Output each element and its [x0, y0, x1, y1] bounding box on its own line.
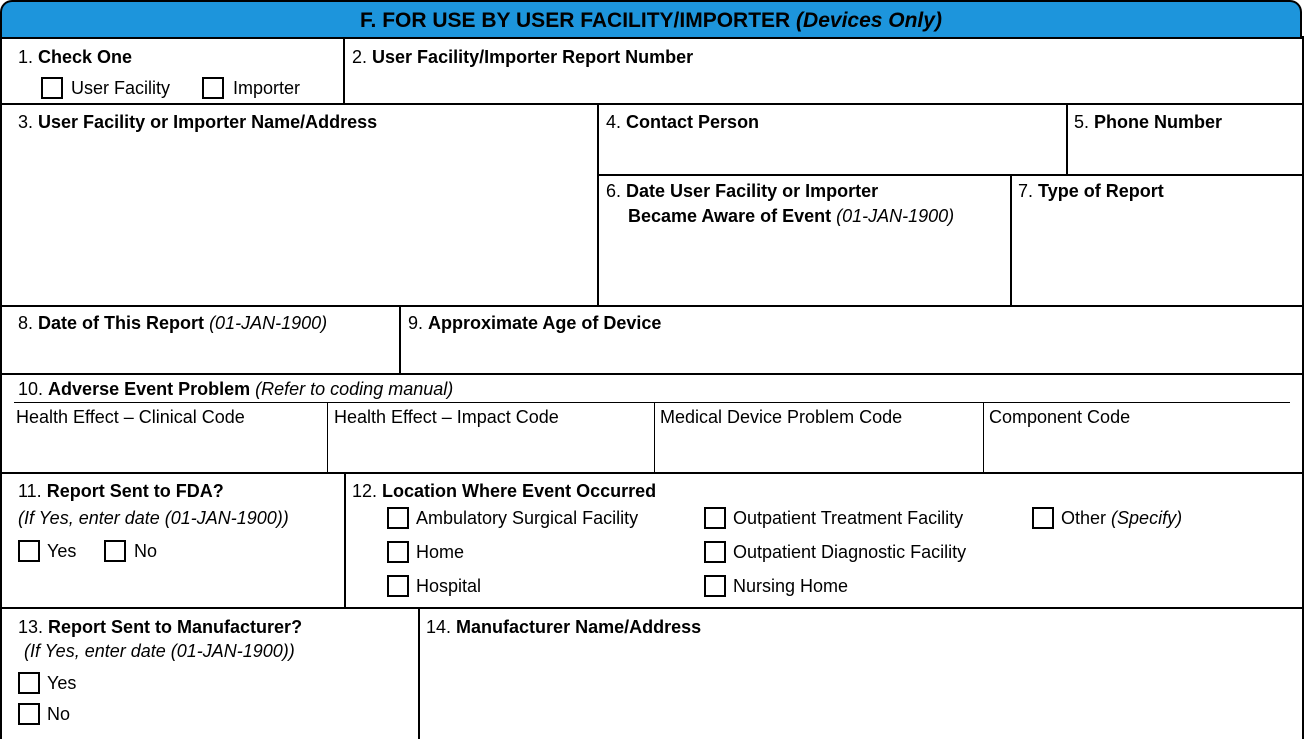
f6-label: 6. Date User Facility or Importer: [606, 181, 879, 201]
importer-checkbox[interactable]: [202, 77, 224, 99]
user-facility-label: User Facility: [71, 78, 171, 98]
divider: [327, 402, 328, 474]
mfr-no-label: No: [47, 704, 71, 724]
f8-label: 8. Date of This Report (01-JAN-1900): [18, 313, 328, 333]
fda-yes-label: Yes: [47, 541, 77, 561]
section-subtitle: (Devices Only): [796, 9, 942, 32]
device-age-field[interactable]: [402, 338, 1300, 372]
ambulatory-checkbox[interactable]: [387, 507, 409, 529]
divider: [597, 103, 599, 306]
report-date-field[interactable]: [4, 338, 396, 372]
row-rule: [0, 305, 1304, 307]
home-label: Home: [416, 542, 465, 562]
device-problem-code-field[interactable]: [657, 430, 981, 470]
component-code-label: Component Code: [989, 407, 1131, 427]
hospital-label: Hospital: [416, 576, 482, 596]
f14-label: 14. Manufacturer Name/Address: [426, 617, 702, 637]
phone-number-field[interactable]: [1069, 136, 1300, 174]
row-rule: [597, 174, 1304, 176]
f4-label: 4. Contact Person: [606, 112, 760, 132]
fda-no-checkbox[interactable]: [104, 540, 126, 562]
outpatient-treatment-checkbox[interactable]: [704, 507, 726, 529]
mfr-yes-checkbox[interactable]: [18, 672, 40, 694]
f3-label: 3. User Facility or Importer Name/Address: [18, 112, 378, 132]
divider: [1010, 174, 1012, 306]
manufacturer-name-address-field[interactable]: [421, 642, 1300, 737]
row-rule: [0, 472, 1304, 474]
f9-label: 9. Approximate Age of Device: [408, 313, 662, 333]
f1-label: 1. Check One: [18, 47, 133, 67]
f6-label-line2: Became Aware of Event (01-JAN-1900): [628, 206, 955, 226]
header-bottom-rule: [0, 37, 1304, 39]
report-number-field[interactable]: [345, 70, 1300, 102]
f10-label: 10. Adverse Event Problem (Refer to coding manual): [18, 379, 454, 399]
subrule: [14, 402, 1290, 403]
component-code-field[interactable]: [986, 430, 1300, 470]
section-header: [0, 0, 1302, 38]
f11-hint: (If Yes, enter date (01-JAN-1900)): [18, 508, 289, 528]
divider: [654, 402, 655, 474]
hospital-checkbox[interactable]: [387, 575, 409, 597]
aware-date-field[interactable]: [600, 232, 1008, 304]
clinical-code-field[interactable]: [14, 430, 325, 470]
contact-person-field[interactable]: [600, 136, 1064, 174]
clinical-code-label: Health Effect – Clinical Code: [16, 407, 245, 427]
impact-code-label: Health Effect – Impact Code: [334, 407, 559, 427]
impact-code-field[interactable]: [330, 430, 652, 470]
divider: [418, 607, 420, 739]
right-border: [1302, 36, 1304, 739]
mfr-yes-label: Yes: [47, 673, 77, 693]
row-rule: [0, 103, 1304, 105]
divider: [344, 472, 346, 609]
f13-label: 13. Report Sent to Manufacturer?: [18, 617, 303, 637]
divider: [1066, 103, 1068, 175]
nursing-home-checkbox[interactable]: [704, 575, 726, 597]
divider: [399, 305, 401, 374]
importer-label: Importer: [233, 78, 301, 98]
home-checkbox[interactable]: [387, 541, 409, 563]
f12-label: 12. Location Where Event Occurred: [352, 481, 657, 501]
ambulatory-label: Ambulatory Surgical Facility: [416, 508, 639, 528]
row-rule: [0, 607, 1304, 609]
row-rule: [0, 373, 1304, 375]
facility-name-address-field[interactable]: [4, 136, 594, 304]
left-border: [0, 36, 2, 739]
other-label: Other (Specify): [1061, 508, 1183, 528]
type-of-report-field[interactable]: [1013, 206, 1300, 304]
fda-no-label: No: [134, 541, 158, 561]
section-title: F. FOR USE BY USER FACILITY/IMPORTER: [360, 9, 791, 32]
outpatient-diagnostic-label: Outpatient Diagnostic Facility: [733, 542, 967, 562]
f13-hint: (If Yes, enter date (01-JAN-1900)): [24, 641, 295, 661]
device-problem-code-label: Medical Device Problem Code: [660, 407, 903, 427]
f7-label: 7. Type of Report: [1018, 181, 1164, 201]
other-checkbox[interactable]: [1032, 507, 1054, 529]
fda-yes-checkbox[interactable]: [18, 540, 40, 562]
user-facility-checkbox[interactable]: [41, 77, 63, 99]
outpatient-diagnostic-checkbox[interactable]: [704, 541, 726, 563]
f11-label: 11. Report Sent to FDA?: [18, 481, 224, 501]
mfr-no-checkbox[interactable]: [18, 703, 40, 725]
divider: [983, 402, 984, 474]
outpatient-treatment-label: Outpatient Treatment Facility: [733, 508, 964, 528]
f5-label: 5. Phone Number: [1074, 112, 1223, 132]
f2-label: 2. User Facility/Importer Report Number: [352, 47, 694, 67]
nursing-home-label: Nursing Home: [733, 576, 849, 596]
